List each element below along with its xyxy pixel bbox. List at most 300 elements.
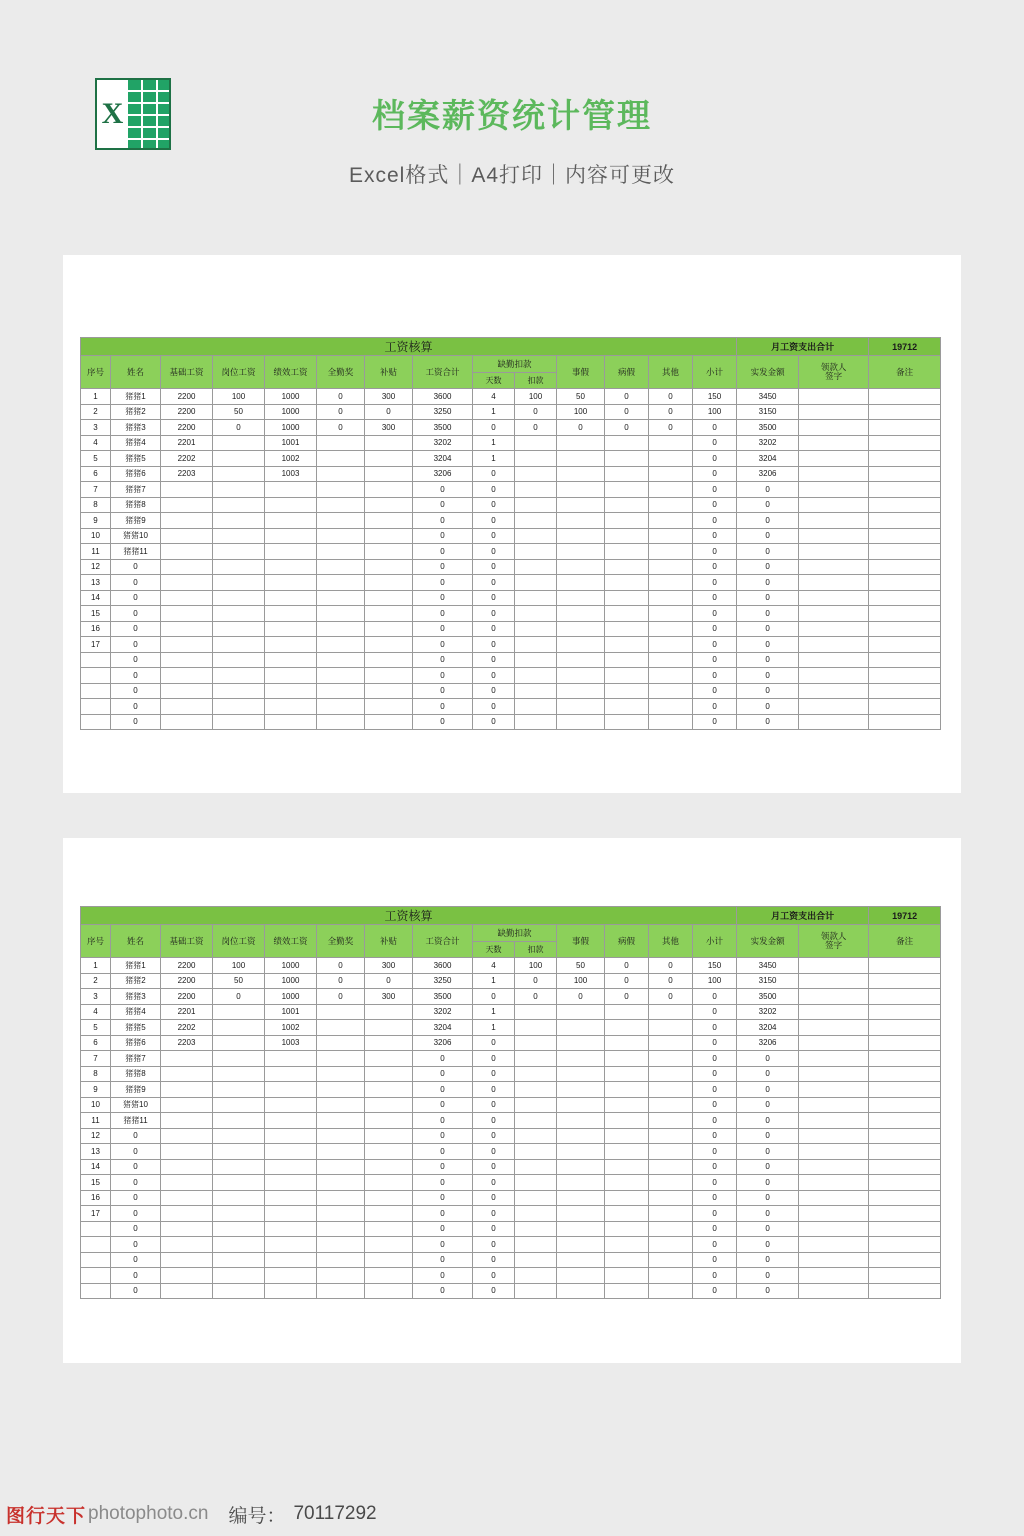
cell-total: 3500 [413,989,473,1005]
cell-perf: 1002 [265,1020,317,1036]
cell-no [81,1237,111,1253]
cell-signature [799,652,869,668]
cell-absence-days: 0 [473,621,515,637]
cell-base [161,621,213,637]
cell-other [649,1051,693,1067]
cell-signature [799,1206,869,1222]
payroll-table [80,337,941,730]
cell-full-attendance [317,637,365,653]
watermark-domain: photophoto.cn [88,1503,209,1524]
cell-net-pay: 0 [737,1144,799,1160]
page-title: 档案薪资统计管理 [372,97,652,134]
cell-personal-leave [557,1268,605,1284]
cell-subtotal: 0 [693,544,737,560]
cell-post [213,1190,265,1206]
cell-personal-leave [557,1113,605,1129]
col-header-absence: 缺勤扣款 [473,356,557,373]
cell-full-attendance [317,435,365,451]
cell-base: 2201 [161,435,213,451]
cell-perf [265,1283,317,1299]
cell-no [81,1221,111,1237]
cell-absence-deduct [515,513,557,529]
cell-no: 13 [81,575,111,591]
sheet-title: 工资核算 [81,338,737,356]
cell-subsidy [365,1051,413,1067]
col-header: 岗位工资 [213,925,265,958]
cell-subtotal: 0 [693,1004,737,1020]
cell-full-attendance: 0 [317,958,365,974]
cell-net-pay: 0 [737,714,799,730]
cell-subsidy [365,559,413,575]
monthly-total-label: 月工资支出合计 [737,907,869,925]
cell-absence-deduct: 100 [515,958,557,974]
cell-no: 15 [81,1175,111,1191]
cell-absence-deduct [515,544,557,560]
col-header: 姓名 [111,925,161,958]
cell-note [869,451,941,467]
cell-absence-deduct: 0 [515,989,557,1005]
cell-net-pay: 0 [737,1082,799,1098]
col-header: 其他 [649,925,693,958]
table-row [81,435,941,451]
cell-signature [799,590,869,606]
cell-full-attendance [317,621,365,637]
cell-signature [799,1221,869,1237]
cell-no: 2 [81,404,111,420]
payroll-table-2 [80,906,941,1299]
cell-personal-leave [557,497,605,513]
cell-personal-leave [557,699,605,715]
cell-perf [265,1066,317,1082]
col-header: 实发金额 [737,925,799,958]
cell-personal-leave [557,544,605,560]
cell-subtotal: 0 [693,683,737,699]
cell-sick-leave [605,1237,649,1253]
cell-no: 6 [81,466,111,482]
cell-post [213,714,265,730]
cell-personal-leave [557,1283,605,1299]
cell-base: 2200 [161,404,213,420]
cell-full-attendance [317,482,365,498]
cell-subtotal: 0 [693,528,737,544]
cell-base [161,1268,213,1284]
col-header: 基础工资 [161,925,213,958]
col-header: 姓名 [111,356,161,389]
cell-other [649,1159,693,1175]
cell-absence-deduct [515,652,557,668]
cell-personal-leave [557,1190,605,1206]
cell-absence-days: 0 [473,606,515,622]
cell-absence-deduct [515,1252,557,1268]
cell-subsidy [365,1082,413,1098]
cell-personal-leave: 50 [557,958,605,974]
cell-perf [265,1113,317,1129]
cell-base: 2200 [161,958,213,974]
col-header: 岗位工资 [213,356,265,389]
cell-name: 猪猪11 [111,544,161,560]
cell-perf: 1003 [265,1035,317,1051]
cell-total: 3206 [413,1035,473,1051]
cell-perf: 1000 [265,958,317,974]
cell-name: 0 [111,652,161,668]
cell-absence-deduct [515,590,557,606]
cell-absence-days: 0 [473,637,515,653]
cell-net-pay: 0 [737,1206,799,1222]
cell-personal-leave [557,575,605,591]
cell-sick-leave [605,590,649,606]
cell-post [213,621,265,637]
sheet-title-row [81,338,941,356]
cell-sick-leave [605,544,649,560]
cell-sick-leave [605,1283,649,1299]
cell-base: 2202 [161,1020,213,1036]
payroll-sheet-2 [80,906,940,1299]
cell-total: 3250 [413,404,473,420]
cell-absence-days: 0 [473,482,515,498]
cell-total: 0 [413,1159,473,1175]
cell-absence-days: 0 [473,1113,515,1129]
cell-other [649,637,693,653]
cell-absence-deduct [515,482,557,498]
cell-base [161,544,213,560]
cell-other [649,513,693,529]
cell-name: 猪猪11 [111,1113,161,1129]
cell-post: 100 [213,389,265,405]
cell-base [161,1082,213,1098]
cell-subtotal: 0 [693,482,737,498]
cell-post [213,1082,265,1098]
cell-full-attendance [317,1159,365,1175]
cell-absence-deduct [515,1159,557,1175]
cell-no [81,1252,111,1268]
cell-sick-leave [605,1175,649,1191]
cell-note [869,528,941,544]
cell-subsidy [365,1035,413,1051]
cell-net-pay: 0 [737,1066,799,1082]
cell-perf [265,1051,317,1067]
cell-subsidy [365,714,413,730]
cell-sick-leave [605,1144,649,1160]
cell-subsidy [365,1268,413,1284]
cell-signature [799,497,869,513]
cell-subsidy [365,652,413,668]
table-row [81,1159,941,1175]
cell-signature [799,1066,869,1082]
page-subtitle: Excel格式｜A4打印｜内容可更改 [348,164,676,187]
col-header: 序号 [81,356,111,389]
cell-sick-leave [605,1113,649,1129]
cell-name: 0 [111,559,161,575]
cell-net-pay: 0 [737,1268,799,1284]
col-subheader-days: 天数 [473,372,515,389]
col-header: 绩效工资 [265,925,317,958]
cell-subsidy [365,497,413,513]
col-subheader-days: 天数 [473,941,515,958]
cell-note [869,683,941,699]
table-row [81,637,941,653]
cell-sick-leave: 0 [605,958,649,974]
cell-note [869,1097,941,1113]
cell-base [161,482,213,498]
cell-perf [265,1252,317,1268]
col-header-signature: 领款人 签字 [799,356,869,389]
cell-note [869,404,941,420]
cell-perf [265,575,317,591]
cell-note [869,637,941,653]
cell-post: 0 [213,989,265,1005]
cell-perf [265,683,317,699]
cell-other [649,1237,693,1253]
cell-no: 11 [81,544,111,560]
cell-absence-days: 0 [473,575,515,591]
cell-signature [799,1268,869,1284]
cell-total: 0 [413,1237,473,1253]
cell-absence-deduct [515,1175,557,1191]
cell-name: 猪猪6 [111,466,161,482]
cell-total: 0 [413,683,473,699]
cell-full-attendance [317,1237,365,1253]
col-header: 事假 [557,925,605,958]
table-row [81,699,941,715]
cell-net-pay: 0 [737,683,799,699]
cell-net-pay: 0 [737,1237,799,1253]
cell-subsidy [365,1175,413,1191]
cell-base [161,637,213,653]
cell-base [161,559,213,575]
cell-perf: 1001 [265,435,317,451]
cell-name: 0 [111,1159,161,1175]
cell-personal-leave: 100 [557,404,605,420]
cell-absence-days: 0 [473,420,515,436]
cell-subtotal: 0 [693,420,737,436]
cell-signature [799,621,869,637]
cell-personal-leave [557,1066,605,1082]
cell-personal-leave: 0 [557,420,605,436]
cell-note [869,1206,941,1222]
cell-absence-days: 0 [473,1175,515,1191]
cell-name: 猪猪2 [111,404,161,420]
cell-perf [265,1206,317,1222]
cell-name: 0 [111,699,161,715]
col-header: 病假 [605,356,649,389]
cell-perf [265,513,317,529]
cell-no: 3 [81,989,111,1005]
cell-base [161,1144,213,1160]
cell-total: 0 [413,621,473,637]
cell-net-pay: 0 [737,575,799,591]
cell-other [649,1283,693,1299]
cell-note [869,1221,941,1237]
table-row [81,1082,941,1098]
cell-post [213,1051,265,1067]
cell-note [869,958,941,974]
cell-sick-leave: 0 [605,420,649,436]
cell-perf [265,1144,317,1160]
cell-total: 0 [413,1082,473,1098]
cell-post [213,683,265,699]
cell-personal-leave: 100 [557,973,605,989]
cell-net-pay: 3500 [737,989,799,1005]
cell-post [213,1035,265,1051]
cell-absence-days: 0 [473,683,515,699]
cell-subtotal: 0 [693,451,737,467]
cell-absence-deduct [515,575,557,591]
cell-net-pay: 0 [737,1128,799,1144]
cell-full-attendance [317,714,365,730]
cell-absence-deduct [515,1283,557,1299]
cell-name: 猪猪5 [111,1020,161,1036]
cell-net-pay: 0 [737,668,799,684]
cell-no: 1 [81,389,111,405]
table-row [81,1252,941,1268]
cell-absence-days: 0 [473,1283,515,1299]
cell-total: 3600 [413,389,473,405]
cell-note [869,1144,941,1160]
cell-no [81,668,111,684]
cell-personal-leave [557,621,605,637]
cell-sick-leave [605,1035,649,1051]
cell-post [213,1113,265,1129]
cell-total: 0 [413,668,473,684]
cell-sick-leave [605,683,649,699]
cell-sick-leave [605,497,649,513]
cell-total: 0 [413,497,473,513]
cell-subtotal: 0 [693,513,737,529]
cell-perf [265,1190,317,1206]
cell-post [213,652,265,668]
cell-absence-days: 0 [473,714,515,730]
cell-sick-leave [605,1082,649,1098]
cell-subtotal: 0 [693,637,737,653]
cell-note [869,1066,941,1082]
cell-absence-days: 0 [473,652,515,668]
table-row [81,606,941,622]
cell-perf: 1000 [265,420,317,436]
cell-subtotal: 0 [693,1206,737,1222]
cell-other [649,668,693,684]
cell-absence-days: 1 [473,1020,515,1036]
cell-name: 0 [111,683,161,699]
cell-name: 猪猪10 [111,528,161,544]
monthly-total-value: 19712 [869,338,941,356]
cell-other [649,435,693,451]
cell-other [649,528,693,544]
cell-subsidy [365,590,413,606]
cell-note [869,1283,941,1299]
cell-sick-leave [605,637,649,653]
sheet-title: 工资核算 [81,907,737,925]
cell-absence-deduct [515,466,557,482]
cell-personal-leave [557,528,605,544]
cell-total: 0 [413,699,473,715]
cell-subsidy: 0 [365,404,413,420]
cell-other [649,1268,693,1284]
cell-subtotal: 0 [693,621,737,637]
cell-full-attendance [317,1144,365,1160]
cell-other [649,652,693,668]
cell-perf: 1003 [265,466,317,482]
cell-absence-deduct [515,637,557,653]
cell-net-pay: 0 [737,606,799,622]
cell-personal-leave [557,668,605,684]
cell-post [213,1004,265,1020]
cell-full-attendance [317,606,365,622]
cell-full-attendance [317,699,365,715]
cell-full-attendance [317,683,365,699]
cell-total: 3204 [413,1020,473,1036]
cell-full-attendance [317,575,365,591]
cell-signature [799,1252,869,1268]
cell-absence-days: 4 [473,958,515,974]
cell-note [869,559,941,575]
cell-name: 0 [111,590,161,606]
cell-net-pay: 3450 [737,958,799,974]
cell-full-attendance [317,1190,365,1206]
table-row [81,1128,941,1144]
cell-name: 猪猪2 [111,973,161,989]
cell-perf [265,497,317,513]
cell-net-pay: 0 [737,1113,799,1129]
cell-name: 猪猪7 [111,1051,161,1067]
cell-subtotal: 150 [693,389,737,405]
table-row [81,451,941,467]
cell-post: 100 [213,958,265,974]
cell-personal-leave: 0 [557,989,605,1005]
col-subheader-deduct: 扣款 [515,941,557,958]
cell-signature [799,1082,869,1098]
cell-base [161,1237,213,1253]
cell-other [649,575,693,591]
cell-perf [265,1082,317,1098]
table-row [81,668,941,684]
cell-subtotal: 0 [693,1268,737,1284]
cell-perf [265,590,317,606]
cell-name: 猪猪8 [111,1066,161,1082]
table-row [81,497,941,513]
cell-subsidy [365,435,413,451]
cell-total: 0 [413,544,473,560]
cell-absence-deduct [515,714,557,730]
cell-subtotal: 0 [693,1113,737,1129]
cell-sick-leave [605,1004,649,1020]
cell-subsidy [365,482,413,498]
cell-post [213,497,265,513]
cell-absence-deduct [515,1082,557,1098]
cell-base: 2202 [161,451,213,467]
cell-other [649,497,693,513]
cell-sick-leave [605,1221,649,1237]
cell-name: 猪猪3 [111,420,161,436]
excel-logo-letter: X [95,78,128,150]
cell-name: 猪猪9 [111,513,161,529]
sheet-page-1 [63,255,961,793]
cell-note [869,621,941,637]
cell-subtotal: 150 [693,958,737,974]
cell-total: 0 [413,1097,473,1113]
cell-subtotal: 0 [693,435,737,451]
cell-perf [265,1128,317,1144]
document-header [0,0,1024,240]
cell-post [213,1283,265,1299]
cell-no: 9 [81,1082,111,1098]
cell-sick-leave [605,606,649,622]
cell-full-attendance [317,1221,365,1237]
cell-absence-deduct: 0 [515,404,557,420]
cell-subtotal: 0 [693,652,737,668]
cell-subtotal: 100 [693,404,737,420]
cell-subtotal: 0 [693,1190,737,1206]
cell-name: 0 [111,621,161,637]
